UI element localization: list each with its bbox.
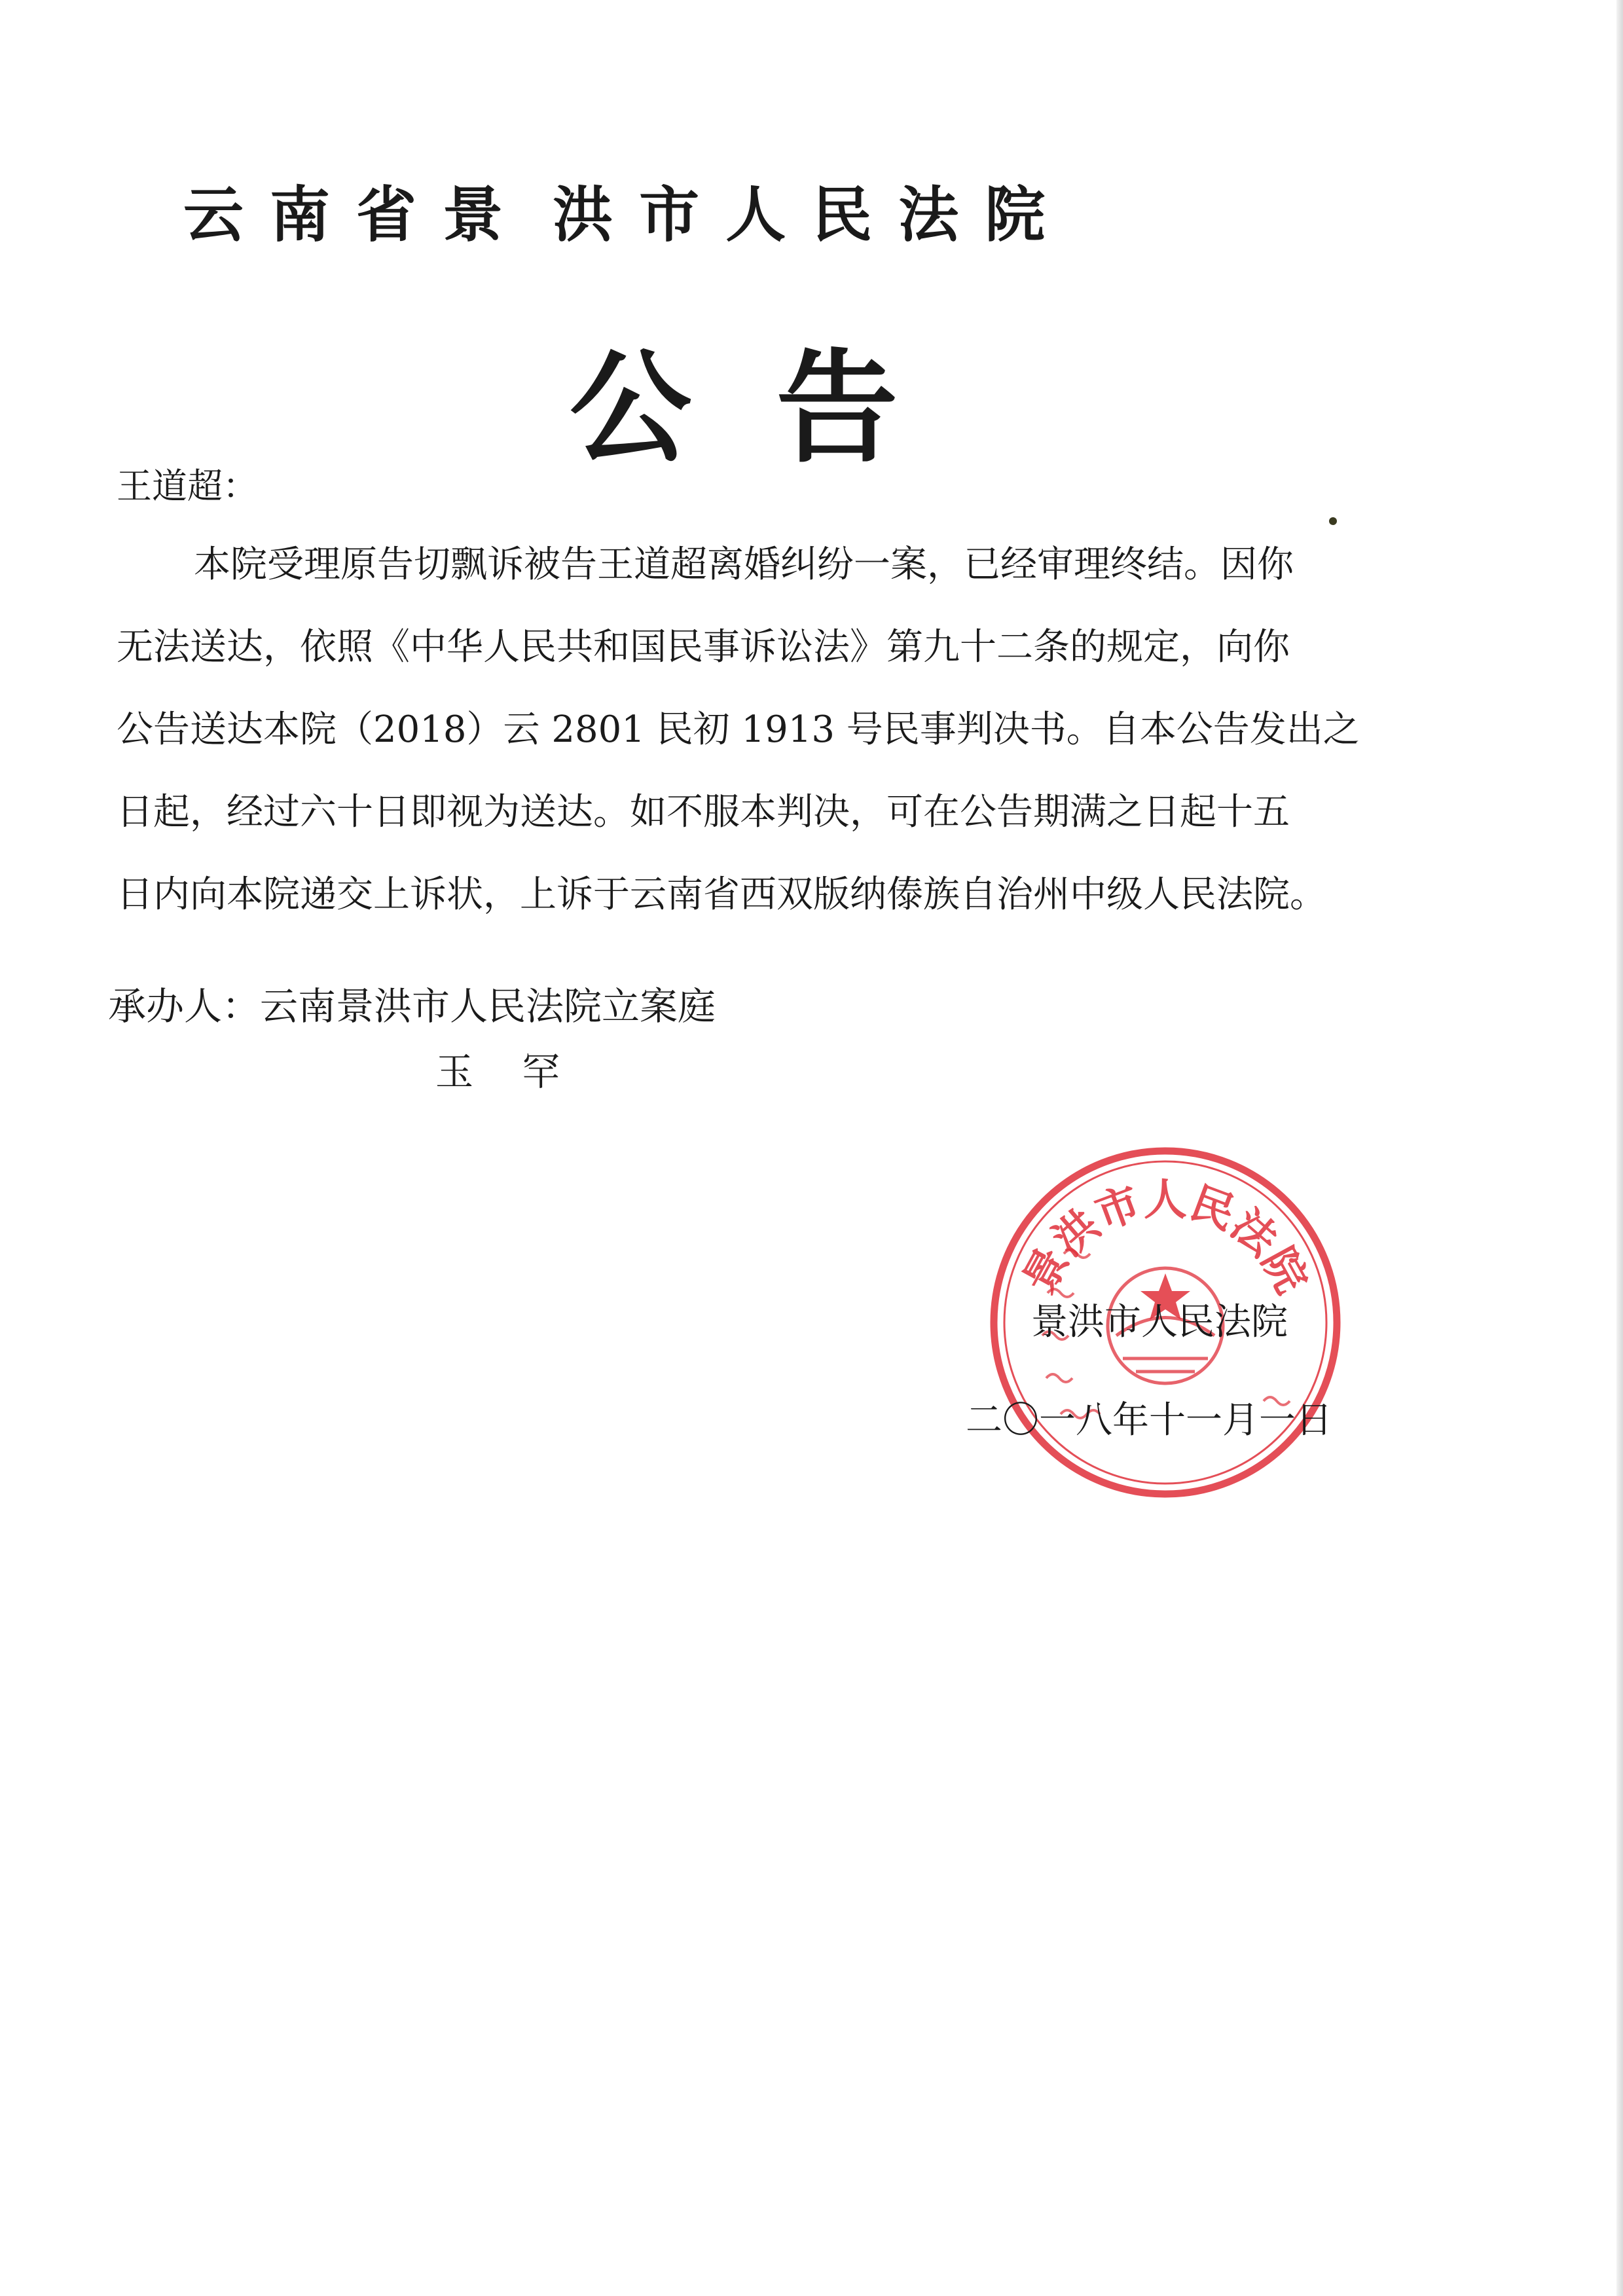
handler-label: 承办人：云南景洪市人民法院立案庭: [108, 984, 716, 1029]
body-line: 日内向本院递交上诉状，上诉于云南省西双版纳傣族自治州中级人民法院。: [117, 873, 1326, 916]
seal-text: 景洪市人民法院: [1013, 1174, 1318, 1302]
signature-date: 二〇一八年十一月一日: [966, 1399, 1332, 1442]
body-line: 日起，经过六十日即视为送达。如不服本判决，可在公告期满之日起十五: [117, 791, 1290, 833]
body-line: 本院受理原告切飘诉被告王道超离婚纠纷一案，已经审理终结。因你: [194, 543, 1294, 586]
body-line: 公告送达本院（2018）云 2801 民初 1913 号民事判决书。自本公告发出之: [117, 708, 1360, 751]
notice-body: [117, 524, 1439, 936]
handler-name: 玉 罕: [435, 1049, 579, 1094]
scan-edge: [1616, 0, 1623, 2296]
document-title: 公 告: [570, 337, 898, 479]
court-title: 云 南 省 景 洪 市 人 民 法 院: [183, 180, 1048, 250]
addressee: 王道超：: [117, 465, 258, 507]
signature-court: 景洪市人民法院: [1031, 1301, 1288, 1343]
body-line: 无法送达，依照《中华人民共和国民事诉讼法》第九十二条的规定，向你: [117, 626, 1290, 668]
